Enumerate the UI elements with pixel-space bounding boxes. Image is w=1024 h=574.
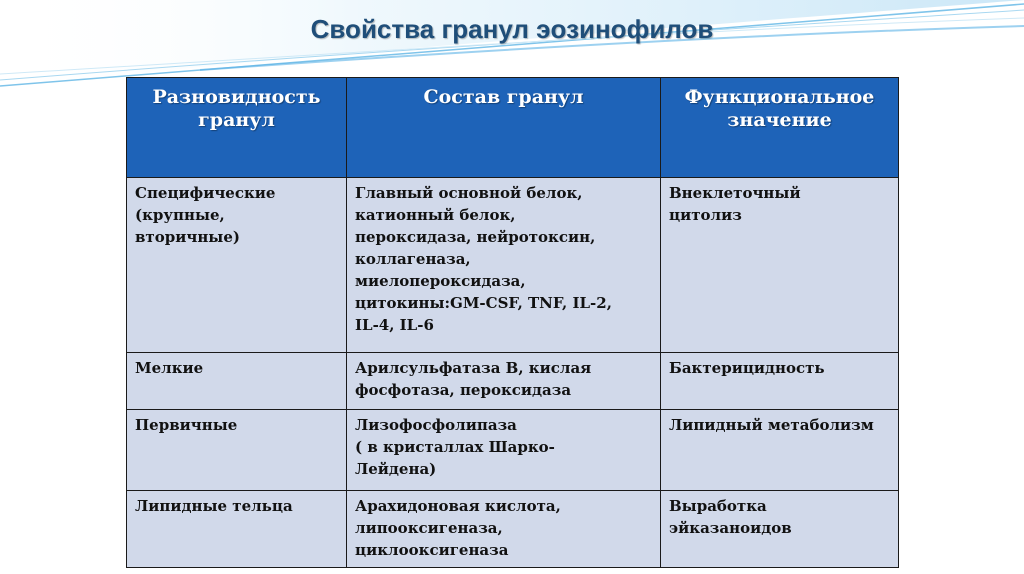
table-row <box>127 410 899 491</box>
cell-function: Бактерицидность <box>661 353 899 410</box>
granules-table <box>126 77 899 568</box>
cell-composition: Главный основной белок, катионный белок, пероксидаза, нейротоксин, коллагеназа, миелопероксидаза, цитокины:GM-CSF, TNF, IL-2, IL-4, IL-6 <box>347 178 661 353</box>
header-granule-type: Разновидность гранул <box>127 78 347 178</box>
table-header-row <box>127 78 899 178</box>
cell-function: Выработка эйказаноидов <box>661 491 899 568</box>
header-function: Функциональное значение <box>661 78 899 178</box>
cell-function: Внеклеточный цитолиз <box>661 178 899 353</box>
cell-composition: Арахидоновая кислота, липооксигеназа, циклооксигеназа <box>347 491 661 568</box>
table-row <box>127 353 899 410</box>
cell-type: Мелкие <box>127 353 347 410</box>
cell-function: Липидный метаболизм <box>661 410 899 491</box>
table-row <box>127 178 899 353</box>
cell-composition: Арилсульфатаза В, кислая фосфотаза, пероксидаза <box>347 353 661 410</box>
cell-composition: Лизофосфолипаза ( в кристаллах Шарко- Лейдена) <box>347 410 661 491</box>
page-title: Свойства гранул эозинофилов <box>310 14 714 44</box>
cell-type: Липидные тельца <box>127 491 347 568</box>
header-composition: Состав гранул <box>347 78 661 178</box>
cell-type: Специфические (крупные, вторичные) <box>127 178 347 353</box>
table-row <box>127 491 899 568</box>
cell-type: Первичные <box>127 410 347 491</box>
